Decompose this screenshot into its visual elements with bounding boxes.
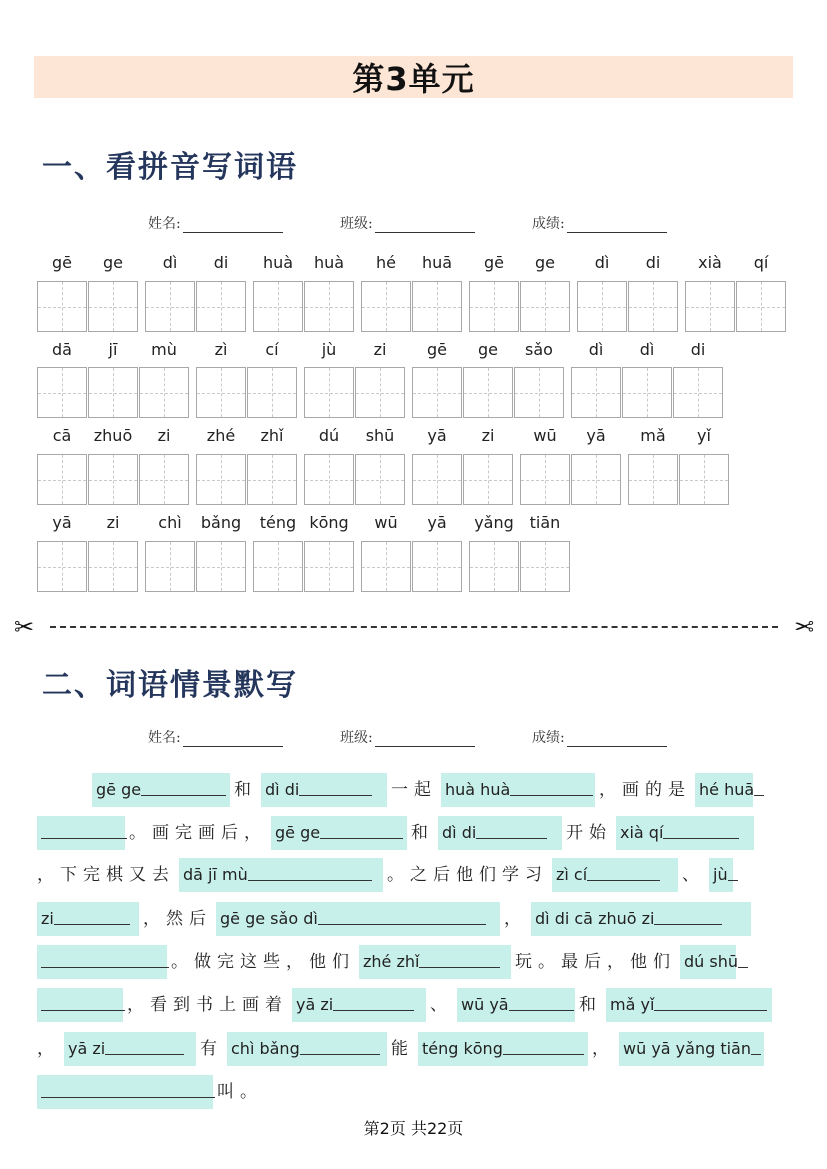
pinyin-label: di (213, 253, 229, 272)
blank-underline[interactable] (41, 816, 127, 839)
pinyin-label: zi (373, 340, 387, 359)
name-line[interactable] (183, 731, 283, 747)
writing-box[interactable] (37, 454, 87, 505)
answer-blank[interactable] (37, 988, 123, 1022)
dashed-divider (50, 626, 778, 628)
blank-underline[interactable] (248, 858, 372, 881)
pinyin-label: dì (594, 253, 610, 272)
answer-blank[interactable] (271, 816, 407, 850)
writing-box[interactable] (145, 281, 195, 332)
writing-box[interactable] (412, 454, 462, 505)
passage-text: 能 (391, 1039, 414, 1059)
pinyin-label: shū (365, 426, 395, 445)
writing-box[interactable] (304, 367, 354, 418)
writing-box[interactable] (247, 367, 297, 418)
passage-text: ，下完棋又去 (37, 865, 175, 885)
name-field[interactable]: 姓名: (148, 213, 283, 233)
blank-underline[interactable] (41, 1075, 215, 1098)
cut-line (14, 614, 814, 640)
pinyin-label: gē (484, 253, 504, 272)
blank-underline[interactable] (419, 945, 500, 968)
pinyin-label: yā (427, 513, 447, 532)
class-line[interactable] (375, 731, 475, 747)
blank-underline[interactable] (300, 1032, 380, 1055)
answer-blank[interactable] (37, 816, 125, 850)
passage-text: 和 (411, 823, 434, 843)
writing-box[interactable] (304, 281, 354, 332)
answer-blank[interactable] (37, 1075, 213, 1109)
pinyin-label: dú (318, 426, 340, 445)
passage-text: ， (37, 1039, 60, 1059)
writing-box[interactable] (679, 454, 729, 505)
pinyin-label: cí (265, 340, 279, 359)
passage-text: 和 (579, 995, 602, 1015)
answer-blank[interactable] (441, 773, 595, 807)
blank-pinyin: yā zi (296, 995, 334, 1014)
blank-underline[interactable] (751, 1032, 761, 1055)
blank-underline[interactable] (587, 858, 660, 881)
writing-box[interactable] (37, 281, 87, 332)
blank-pinyin: gē ge (275, 823, 321, 842)
pinyin-label: huà (262, 253, 294, 272)
pinyin-label: huà (313, 253, 345, 272)
answer-blank[interactable] (531, 902, 751, 936)
pinyin-label: xià (698, 253, 722, 272)
writing-box[interactable] (88, 454, 138, 505)
writing-box[interactable] (412, 281, 462, 332)
pinyin-label: zi (106, 513, 120, 532)
writing-box[interactable] (514, 367, 564, 418)
blank-underline[interactable] (41, 945, 169, 968)
blank-pinyin: dì di (265, 780, 300, 799)
writing-box[interactable] (88, 367, 138, 418)
writing-box[interactable] (37, 541, 87, 592)
pinyin-label: téng (259, 513, 297, 532)
pinyin-label: gē (427, 340, 447, 359)
pinyin-label: yā (427, 426, 447, 445)
name-line[interactable] (183, 217, 283, 233)
pinyin-label: hé (376, 253, 396, 272)
writing-box[interactable] (304, 541, 354, 592)
passage-text: 开始 (566, 823, 612, 843)
passage-text: 玩。最后，他们 (515, 952, 676, 972)
passage-text: ，画的是 (599, 780, 691, 800)
blank-pinyin: dì di (442, 823, 477, 842)
pinyin-label: qí (753, 253, 769, 272)
section2-info-row (0, 727, 827, 747)
answer-blank[interactable] (552, 858, 678, 892)
blank-underline[interactable] (728, 858, 738, 881)
blank-underline[interactable] (503, 1032, 584, 1055)
unit-title: 第3单元 (352, 60, 475, 98)
answer-blank[interactable] (292, 988, 426, 1022)
blank-pinyin: dì di cā zhuō zi (535, 909, 655, 928)
writing-box[interactable] (520, 281, 570, 332)
blank-pinyin: hé huā (699, 780, 755, 799)
writing-box[interactable] (571, 454, 621, 505)
writing-box[interactable] (622, 367, 672, 418)
writing-box[interactable] (673, 367, 723, 418)
pinyin-label: di (690, 340, 706, 359)
section1-info-row (0, 213, 827, 233)
class-field[interactable]: 班级: (340, 213, 475, 233)
pinyin-label: zì (214, 340, 228, 359)
blank-underline[interactable] (654, 902, 722, 925)
pinyin-label: tiān (529, 513, 561, 532)
writing-box[interactable] (577, 281, 627, 332)
pinyin-label: zi (157, 426, 171, 445)
blank-pinyin: xià qí (620, 823, 664, 842)
answer-blank[interactable] (438, 816, 562, 850)
passage-text: 叫。 (217, 1082, 263, 1102)
pinyin-label: jī (108, 340, 118, 359)
passage-text: 和 (234, 780, 257, 800)
writing-box[interactable] (520, 541, 570, 592)
writing-box[interactable] (463, 454, 513, 505)
blank-pinyin: dú shū (684, 952, 738, 971)
pinyin-label: dā (52, 340, 72, 359)
pinyin-label: ge (478, 340, 498, 359)
writing-box[interactable] (628, 281, 678, 332)
passage-text: 。画完画后， (129, 823, 267, 843)
answer-blank[interactable] (457, 988, 575, 1022)
page-footer: 第2页 共22页 (363, 1119, 464, 1138)
writing-box[interactable] (139, 367, 189, 418)
writing-box[interactable] (196, 541, 246, 592)
writing-box[interactable] (520, 454, 570, 505)
writing-box[interactable] (469, 541, 519, 592)
pinyin-label: yā (52, 513, 72, 532)
name-field[interactable]: 姓名: (148, 727, 283, 747)
writing-box[interactable] (628, 454, 678, 505)
pinyin-label: huā (421, 253, 453, 272)
writing-box[interactable] (361, 541, 411, 592)
blank-pinyin: wū yā (461, 995, 509, 1014)
blank-pinyin: téng kōng (422, 1039, 503, 1058)
answer-blank[interactable] (606, 988, 772, 1022)
writing-box[interactable] (463, 367, 513, 418)
pinyin-label: jù (321, 340, 337, 359)
passage-text: 。之后他们学习 (387, 865, 548, 885)
answer-blank[interactable] (616, 816, 754, 850)
writing-box[interactable] (685, 281, 735, 332)
writing-box[interactable] (145, 541, 195, 592)
pinyin-label: ge (103, 253, 123, 272)
writing-box[interactable] (196, 367, 246, 418)
writing-box[interactable] (196, 281, 246, 332)
answer-blank[interactable] (619, 1032, 764, 1066)
pinyin-label: bǎng (200, 513, 242, 532)
pinyin-label: mù (151, 340, 177, 359)
blank-pinyin: mǎ yǐ (610, 995, 655, 1014)
section1-heading: 一、看拼音写词语 (42, 150, 298, 185)
answer-blank[interactable] (179, 858, 383, 892)
unit-title-bar (34, 56, 793, 98)
blank-pinyin: chì bǎng (231, 1039, 300, 1058)
passage-text: ， (592, 1039, 615, 1059)
writing-box[interactable] (139, 454, 189, 505)
writing-box[interactable] (247, 454, 297, 505)
class-field[interactable]: 班级: (340, 727, 475, 747)
pinyin-label: gē (52, 253, 72, 272)
writing-box[interactable] (361, 281, 411, 332)
blank-underline[interactable] (510, 773, 593, 796)
writing-box[interactable] (304, 454, 354, 505)
pinyin-label: zi (481, 426, 495, 445)
blank-underline[interactable] (141, 773, 226, 796)
pinyin-label: ge (535, 253, 555, 272)
blank-underline[interactable] (333, 988, 414, 1011)
pinyin-label: wū (374, 513, 398, 532)
blank-pinyin: zi (41, 909, 54, 928)
blank-underline[interactable] (509, 988, 574, 1011)
answer-blank[interactable] (92, 773, 230, 807)
blank-underline[interactable] (41, 988, 125, 1011)
pinyin-label: dì (639, 340, 655, 359)
blank-pinyin: zì cí (556, 865, 588, 884)
blank-pinyin: jù (713, 865, 728, 884)
score-line[interactable] (567, 731, 667, 747)
writing-box[interactable] (355, 454, 405, 505)
score-line[interactable] (567, 217, 667, 233)
class-line[interactable] (375, 217, 475, 233)
passage-text: 。做完这些，他们 (171, 952, 355, 972)
answer-blank[interactable] (418, 1032, 588, 1066)
scissors-icon: ✂ (14, 613, 35, 641)
pinyin-label: yǎng (474, 513, 514, 532)
pinyin-label: kōng (309, 513, 349, 532)
pinyin-label: zhuō (93, 426, 133, 445)
blank-pinyin: yā zi (68, 1039, 106, 1058)
writing-box[interactable] (253, 541, 303, 592)
blank-underline[interactable] (654, 988, 767, 1011)
passage-text: 、 (430, 995, 453, 1015)
scissors-icon: ✂ (793, 613, 814, 641)
passage-text: ，看到书上画着 (127, 995, 288, 1015)
pinyin-label: wū (533, 426, 557, 445)
blank-pinyin: gē ge sǎo dì (220, 909, 318, 928)
writing-box[interactable] (253, 281, 303, 332)
answer-blank[interactable] (709, 858, 733, 892)
writing-box[interactable] (469, 281, 519, 332)
blank-pinyin: huà huà (445, 780, 511, 799)
answer-blank[interactable] (216, 902, 500, 936)
answer-blank[interactable] (227, 1032, 387, 1066)
writing-box[interactable] (571, 367, 621, 418)
blank-underline[interactable] (318, 902, 486, 925)
blank-pinyin: dā jī mù (183, 865, 248, 884)
pinyin-label: sǎo (525, 340, 553, 359)
pinyin-label: zhé (206, 426, 236, 445)
passage-text: ，然后 (143, 909, 212, 929)
writing-box[interactable] (196, 454, 246, 505)
answer-blank[interactable] (37, 902, 139, 936)
pinyin-label: di (645, 253, 661, 272)
answer-blank[interactable] (359, 945, 511, 979)
answer-blank[interactable] (37, 945, 167, 979)
answer-blank[interactable] (695, 773, 753, 807)
pinyin-label: yā (586, 426, 606, 445)
writing-box[interactable] (355, 367, 405, 418)
pinyin-label: dì (588, 340, 604, 359)
blank-underline[interactable] (476, 816, 547, 839)
answer-blank[interactable] (680, 945, 736, 979)
writing-box[interactable] (412, 541, 462, 592)
answer-blank[interactable] (261, 773, 387, 807)
pinyin-label: zhǐ (260, 426, 284, 445)
blank-pinyin: wū yā yǎng tiān (623, 1039, 751, 1058)
passage-text: 、 (682, 865, 705, 885)
pinyin-label: chì (158, 513, 182, 532)
blank-underline[interactable] (738, 945, 748, 968)
answer-blank[interactable] (64, 1032, 196, 1066)
passage-text: ， (504, 909, 527, 929)
writing-box[interactable] (736, 281, 786, 332)
blank-pinyin: zhé zhǐ (363, 952, 420, 971)
blank-underline[interactable] (320, 816, 403, 839)
writing-box[interactable] (88, 281, 138, 332)
writing-box[interactable] (88, 541, 138, 592)
pinyin-label: dì (162, 253, 178, 272)
section2-heading: 二、词语情景默写 (42, 668, 298, 703)
score-field[interactable]: 成绩: (532, 727, 667, 747)
pinyin-label: mǎ (640, 426, 666, 445)
passage-text: 一起 (391, 780, 437, 800)
pinyin-label: cā (52, 426, 72, 445)
pinyin-label: yǐ (697, 426, 711, 445)
passage-text: 有 (200, 1039, 223, 1059)
blank-pinyin: gē ge (96, 780, 142, 799)
blank-underline[interactable] (105, 1032, 184, 1055)
blank-underline[interactable] (299, 773, 372, 796)
blank-underline[interactable] (663, 816, 739, 839)
score-field[interactable]: 成绩: (532, 213, 667, 233)
blank-underline[interactable] (54, 902, 130, 925)
writing-box[interactable] (37, 367, 87, 418)
blank-underline[interactable] (754, 773, 764, 796)
writing-box[interactable] (412, 367, 462, 418)
